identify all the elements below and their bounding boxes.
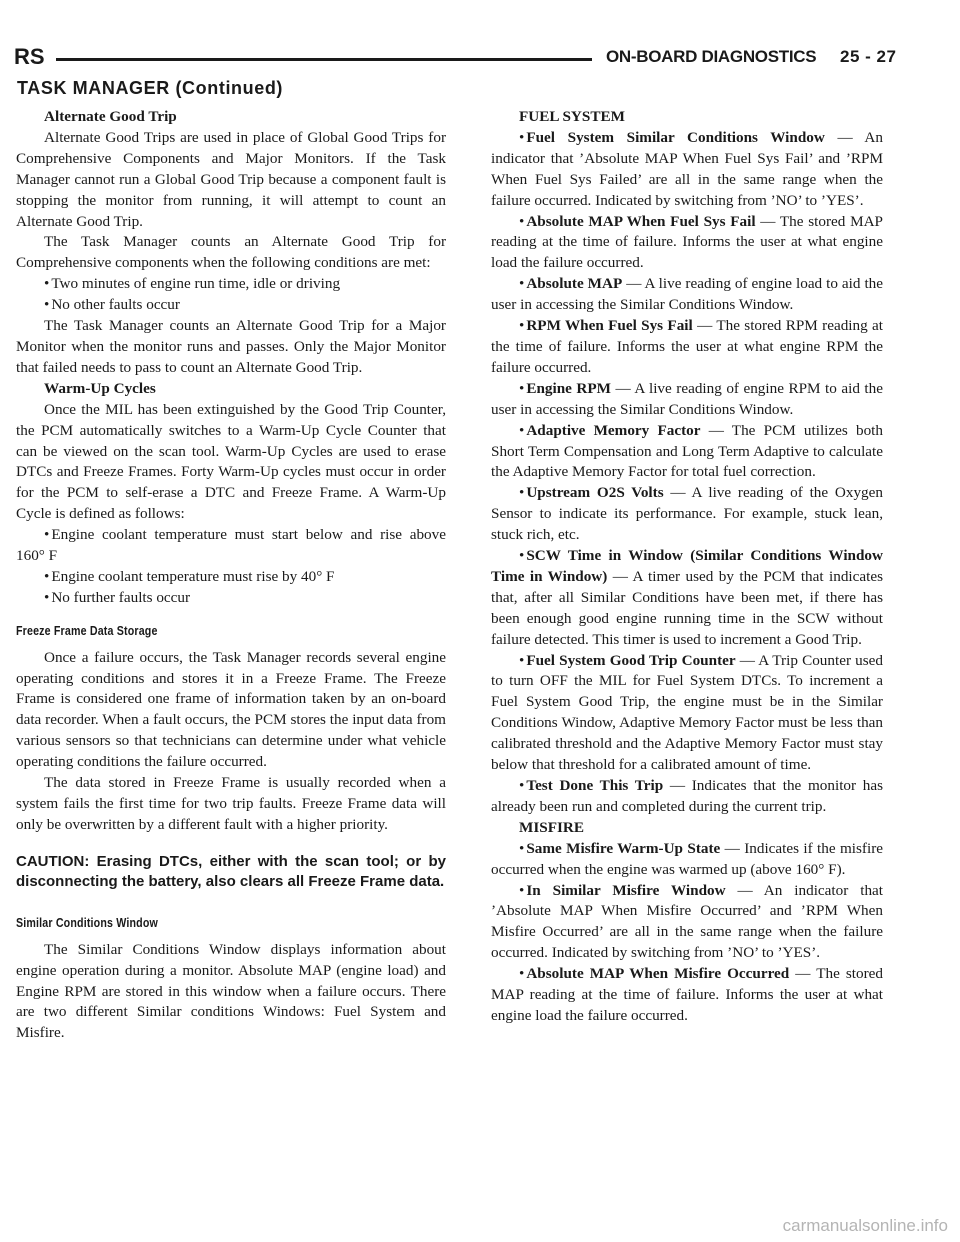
definition-term: RPM When Fuel Sys Fail bbox=[526, 317, 693, 335]
definition-term: SCW Time in Window (Similar Conditions Window Time in Window) bbox=[491, 547, 883, 585]
definition-item bbox=[491, 546, 883, 651]
definition-text: — An indicator that ’Absolute MAP When Misfire Occurred’ and ’RPM When Misfire Occurred’ are all in the same range when the failure occurred. Indicated by switching from ’NO’ to ’YES’. bbox=[491, 881, 883, 962]
definition-text: — A live reading of engine RPM to aid the user in accessing the Similar Conditions Window. bbox=[491, 379, 883, 418]
freeze-frame-heading: Freeze Frame Data Storage bbox=[16, 622, 158, 638]
definition-item bbox=[491, 421, 883, 484]
alt-good-trip-paragraph-2: The Task Manager counts an Alternate Good Trip for Comprehensive components when the following conditions are met: bbox=[16, 233, 446, 272]
similar-conditions-paragraph: The Similar Conditions Window displays information about engine operation during a monitor. Absolute MAP (engine load) and Engine RPM are stored in this window when a failure occurs. There are two different Similar conditions Windows: Fuel System and Misfire. bbox=[16, 940, 446, 1042]
definition-text: — Indicates if the misfire occurred when the engine was warmed up (above 160° F). bbox=[491, 839, 883, 878]
header-rule bbox=[56, 58, 592, 61]
definition-term: Adaptive Memory Factor bbox=[526, 421, 701, 439]
right-column bbox=[491, 107, 883, 1027]
definition-term: In Similar Misfire Window bbox=[526, 881, 726, 899]
alt-good-trip-paragraph-1: Alternate Good Trips are used in place of Global Good Trips for Comprehensive Components and Major Monitors. If the Task Manager cannot run a Global Good Trip because a component fault is stopping the monitor from running, it will attempt to count an Alternate Good Trip. bbox=[16, 128, 446, 230]
definition-text: — The stored RPM reading at the time of failure. Informs the user at what engine RPM the failure occurred. bbox=[491, 317, 883, 376]
watermark: carmanualsonline.info bbox=[782, 1216, 948, 1235]
header-section-code: RS bbox=[14, 44, 45, 69]
alt-good-trip-heading: Alternate Good Trip bbox=[44, 108, 177, 125]
definition-text: — The PCM utilizes both Short Term Compensation and Long Term Adaptive to calculate the Adaptive Memory Factor for total fuel correction. bbox=[491, 421, 883, 481]
fuel-system-list bbox=[491, 128, 883, 818]
definition-term: Fuel System Similar Conditions Window bbox=[526, 128, 825, 146]
caution-note: CAUTION: Erasing DTCs, either with the scan tool; or by disconnecting the battery, also clears all Freeze Frame data. bbox=[16, 852, 446, 891]
definition-term: Engine RPM bbox=[526, 379, 611, 397]
definition-term: Test Done This Trip bbox=[526, 777, 664, 794]
definition-item bbox=[491, 483, 883, 546]
definition-item bbox=[491, 212, 883, 275]
definition-item bbox=[491, 274, 883, 316]
definition-text: — A Trip Counter used to turn OFF the MIL for Fuel System DTCs. To increment a Fuel System Good Trip, the engine must be in the Similar Conditions Window, Adaptive Memory Factor must be less than calibrated threshold and the Adaptive Memory Factor must stay below that threshold for a calibrated amount of time. bbox=[491, 651, 883, 774]
definition-item bbox=[491, 316, 883, 379]
definition-item bbox=[491, 379, 883, 421]
definition-text: — An indicator that ’Absolute MAP When Fuel Sys Fail’ and ’RPM When Fuel Sys Failed’ are all in the same range when the failure occurred. Indicated by switching from ’NO’ to ’YES’. bbox=[491, 128, 883, 209]
misfire-list bbox=[491, 839, 883, 1027]
left-column bbox=[16, 107, 446, 1044]
definition-item bbox=[491, 651, 883, 776]
definition-term: Absolute MAP bbox=[526, 275, 623, 293]
definition-text: — The stored MAP reading at the time of failure. Informs the user at what engine load the failure occurred. bbox=[491, 965, 883, 1024]
definition-term: Same Misfire Warm-Up State bbox=[526, 839, 721, 857]
misfire-heading: MISFIRE bbox=[519, 818, 584, 836]
warmup-bullet: • Engine coolant temperature must rise by 40° F bbox=[16, 567, 446, 588]
page-header bbox=[14, 44, 904, 78]
header-chapter-title: ON-BOARD DIAGNOSTICS bbox=[606, 47, 817, 66]
definition-item bbox=[491, 128, 883, 212]
similar-conditions-heading: Similar Conditions Window bbox=[16, 914, 158, 930]
definition-item bbox=[491, 839, 883, 881]
warmup-bullet: • Engine coolant temperature must start below and rise above 160° F bbox=[16, 525, 446, 567]
definition-text: — The stored MAP reading at the time of failure. Informs the user at what engine load the failure occurred. bbox=[491, 212, 883, 272]
warmup-heading: Warm-Up Cycles bbox=[44, 379, 156, 397]
definition-term: Absolute MAP When Fuel Sys Fail bbox=[526, 212, 756, 230]
warmup-paragraph: Once the MIL has been extinguished by the Good Trip Counter, the PCM automatically switches to a Warm-Up Cycle Counter that can be viewed on the scan tool. Warm-Up Cycles are used to erase DTCs and Freeze Frames. Forty Warm-Up cycles must occur in order for the PCM to self-erase a DTC and Freeze Frame. A Warm-Up Cycle is defined as follows: bbox=[16, 400, 446, 523]
definition-term: Upstream O2S Volts bbox=[526, 484, 664, 502]
definition-term: Absolute MAP When Misfire Occurred bbox=[526, 965, 790, 983]
definition-item bbox=[491, 776, 883, 818]
definition-text: — Indicates that the monitor has already been run and completed during the current trip. bbox=[491, 777, 883, 815]
alt-good-trip-paragraph-3: The Task Manager counts an Alternate Good Trip for a Major Monitor when the monitor runs and passes. Only the Major Monitor that failed needs to pass to count an Alternate Good Trip. bbox=[16, 317, 446, 376]
fuel-system-heading: FUEL SYSTEM bbox=[519, 108, 625, 125]
section-title: TASK MANAGER (Continued) bbox=[17, 78, 284, 98]
freeze-frame-paragraph-2: The data stored in Freeze Frame is usually recorded when a system fails the first time for two trip faults. Freeze Frame data will only be overwritten by a different fault with a higher priority. bbox=[16, 774, 446, 833]
definition-text: — A live reading of the Oxygen Sensor to indicate its performance. For example, stuck lean, stuck rich, etc. bbox=[491, 484, 883, 544]
alt-good-trip-bullet: • Two minutes of engine run time, idle or driving bbox=[16, 274, 446, 295]
definition-item bbox=[491, 881, 883, 965]
definition-item bbox=[491, 964, 883, 1027]
freeze-frame-paragraph-1: Once a failure occurs, the Task Manager records several engine operating conditions and stores it in a Freeze Frame. The Freeze Frame is considered one frame of information taken by an on-board data recorder. When a fault occurs, the PCM stores the input data from various sensors so that technicians can determine under what vehicle operating conditions the failure occurred. bbox=[16, 648, 446, 771]
alt-good-trip-bullet: • No other faults occur bbox=[16, 295, 446, 316]
definition-text: — A timer used by the PCM that indicates that, after all Similar Conditions have been met, if there has been enough good engine running time in the SCW without failure detected. This timer is used to increment a Good Trip. bbox=[491, 567, 883, 648]
definition-text: — A live reading of engine load to aid the user in accessing the Similar Conditions Window. bbox=[491, 275, 883, 314]
header-page-number: 25 - 27 bbox=[840, 47, 897, 66]
warmup-bullet: • No further faults occur bbox=[16, 588, 446, 609]
definition-term: Fuel System Good Trip Counter bbox=[526, 651, 736, 669]
